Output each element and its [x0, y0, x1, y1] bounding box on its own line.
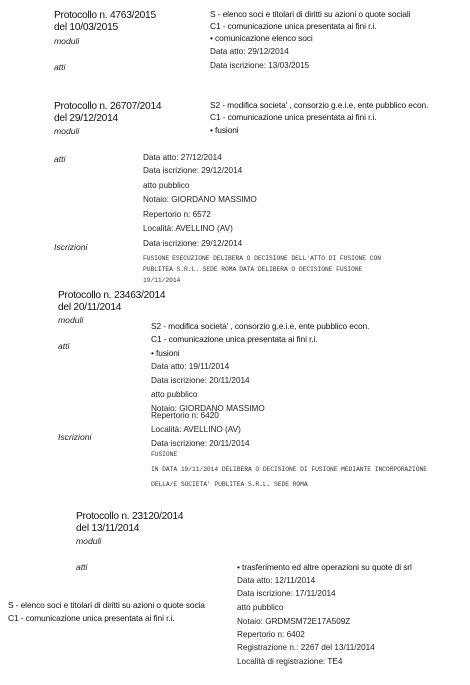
modulo-line: C1 - comunicazione unica presentata ai fini r.i.	[8, 613, 175, 623]
detail-line: Località di registrazione: TE4	[237, 657, 343, 666]
detail-line: Data atto: 27/12/2014	[143, 153, 222, 162]
detail-line: Data iscrizione: 20/11/2014	[151, 376, 250, 385]
detail-line: Data atto: 29/12/2014	[210, 47, 289, 56]
moduli-label: moduli	[76, 536, 102, 546]
modulo-line: • fusioni	[210, 125, 239, 135]
modulo-line: S2 - modifica societa' , consorzio g.e.i.e, ente pubblico econ.	[151, 321, 370, 331]
iscrizioni-label: Iscrizioni	[58, 432, 92, 442]
detail-line: Data iscrizione: 20/11/2014	[151, 439, 250, 448]
iscrizione-text-line: PUBLITEA S.R.L. SEDE ROMA DATA DELIBERA O DECISIONE FUSIONE	[143, 266, 363, 273]
protocol-number: Protocollo n. 23120/2014	[76, 511, 184, 522]
iscrizione-text-line: FUSIONE	[151, 451, 178, 458]
modulo-line: • comunicazione elenco soci	[210, 33, 313, 43]
protocol-date: del 29/12/2014	[54, 113, 118, 124]
detail-line: • trasferimento ed altre operazioni su quote di srl	[237, 562, 412, 572]
modulo-line: S - elenco soci e titolari di diritti su azioni o quote sociali	[210, 9, 411, 19]
modulo-line: • fusioni	[151, 348, 180, 358]
atti-label: atti	[54, 62, 66, 72]
moduli-label: moduli	[54, 126, 80, 136]
detail-line: Data iscrizione: 17/11/2014	[237, 589, 336, 598]
detail-line: Data iscrizione: 13/03/2015	[210, 61, 310, 70]
atti-label: atti	[54, 154, 66, 164]
moduli-label: moduli	[54, 36, 80, 46]
atti-label: atti	[58, 341, 70, 351]
protocol-date: del 20/11/2014	[58, 302, 122, 313]
protocol-number: Protocollo n. 26707/2014	[54, 101, 162, 112]
modulo-line: C1 - comunicazione unica presentata ai fini r.i.	[151, 334, 318, 344]
detail-line: Notaio: GIORDANO MASSIMO	[143, 195, 257, 204]
iscrizione-text-line: 19/11/2014	[143, 277, 181, 284]
detail-line: atto pubblico	[237, 603, 284, 612]
detail-line: Località: AVELLINO (AV)	[151, 425, 241, 434]
moduli-label: moduli	[58, 315, 84, 325]
detail-line: Data iscrizione: 29/12/2014	[143, 239, 243, 248]
detail-line: Data iscrizione: 29/12/2014	[143, 166, 243, 175]
protocol-date: del 10/03/2015	[54, 22, 118, 33]
protocol-number: Protocollo n. 4763/2015	[54, 10, 156, 21]
atti-label: atti	[76, 562, 88, 572]
modulo-line: S2 - modifica societa' , consorzio g.e.i.e, ente pubblico econ.	[210, 100, 429, 110]
modulo-line: C1 - comunicazione unica presentata ai fini r.i.	[210, 112, 377, 122]
detail-line: Data atto: 19/11/2014	[151, 362, 230, 371]
protocol-number: Protocollo n. 23463/2014	[58, 290, 166, 301]
detail-line: atto pubblico	[143, 181, 190, 190]
iscrizione-text-line: DELLA/E SOCIETA' PUBLITEA S.R.L. SEDE ROMA	[151, 481, 308, 488]
protocol-date: del 13/11/2014	[76, 523, 140, 534]
detail-line: Notaio: GIORDANO MASSIMO	[151, 404, 265, 413]
modulo-line: S - elenco soci e titolari di diritti su azioni o quote socia	[8, 600, 205, 610]
detail-line: Repertorio n: 6402	[237, 630, 305, 639]
detail-line: Repertorio n: 6420	[151, 411, 219, 420]
detail-line: Repertorio n: 6572	[143, 210, 211, 219]
detail-line: atto pubblico	[151, 390, 198, 399]
detail-line: Registrazione n.: 2267 del 13/11/2014	[237, 643, 375, 652]
detail-line: Località: AVELLINO (AV)	[143, 224, 233, 233]
detail-line: Data atto: 12/11/2014	[237, 576, 316, 585]
iscrizioni-label: Iscrizioni	[54, 242, 88, 252]
iscrizione-text-line: FUSIONE ESECUZIONE DELIBERA O DECISIONE DELL'ATTO DI FUSIONE CON	[143, 255, 381, 262]
detail-line: Notaio: GRDMSM72E17A509Z	[237, 617, 351, 626]
modulo-line: C1 - comunicazione unica presentata ai fini r.i.	[210, 21, 377, 31]
iscrizione-text-line: IN DATA 19/11/2014 DELIBERA O DECISIONE DI FUSIONE MEDIANTE INCORPORAZIONE	[151, 466, 427, 473]
